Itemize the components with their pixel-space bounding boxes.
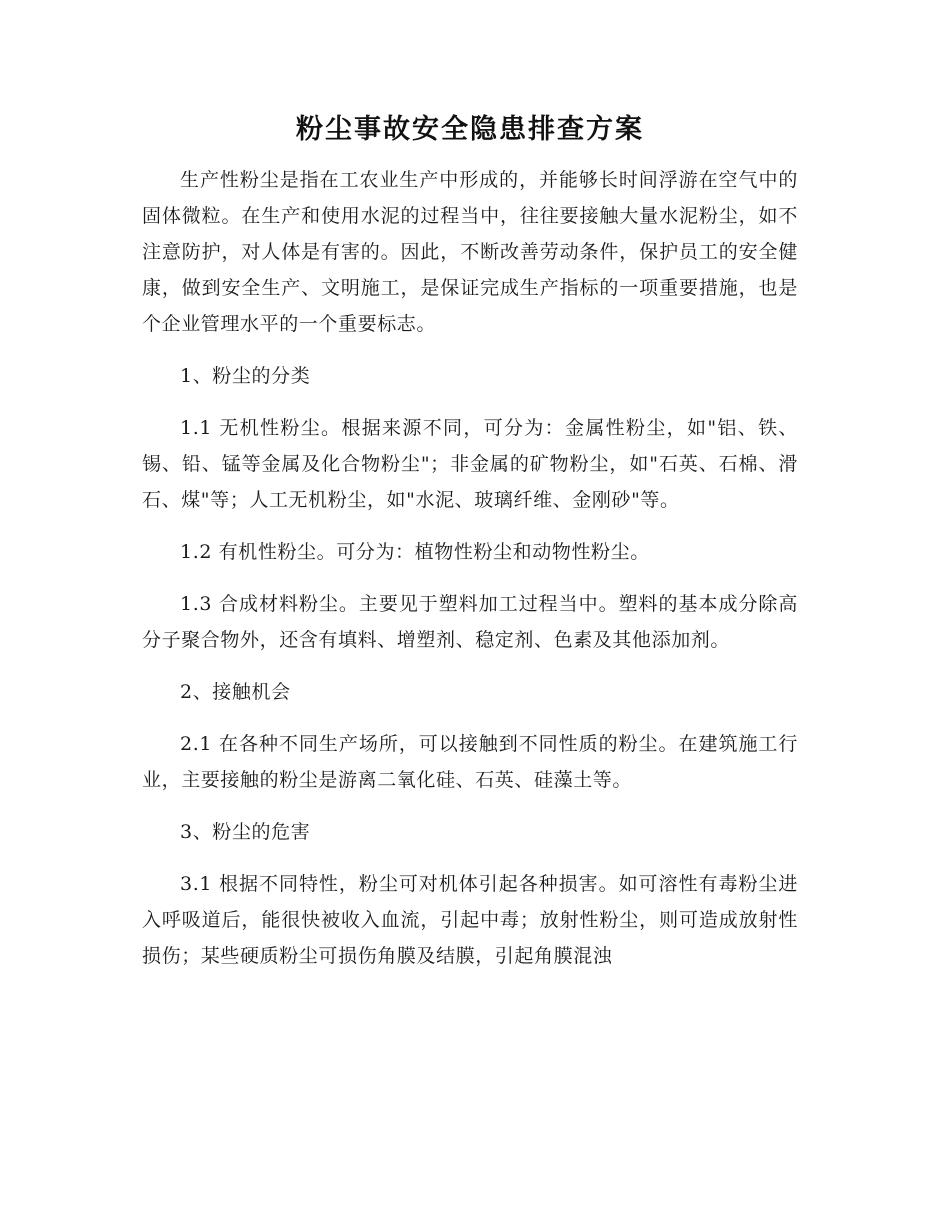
intro-paragraph: 生产性粉尘是指在工农业生产中形成的，并能够长时间浮游在空气中的固体微粒。在生产和使用水泥的过程当中，往往要接触大量水泥粉尘，如不注意防护，对人体是有害的。因此，不断改善劳动条件，保护员工的安全健康，做到安全生产、文明施工，是保证完成生产指标的一项重要措施，也是个企业管理水平的一个重要标志。	[142, 169, 798, 335]
section-heading-hazards: 3、粉尘的危害	[180, 821, 311, 843]
paragraph-1-3: 1.3 合成材料粉尘。主要见于塑料加工过程当中。塑料的基本成分除高分子聚合物外，还含有填料、增塑剂、稳定剂、色素及其他添加剂。	[142, 593, 798, 651]
paragraph-3-1: 3.1 根据不同特性，粉尘可对机体引起各种损害。如可溶性有毒粉尘进入呼吸道后，能很快被收入血流，引起中毒；放射性粉尘，则可造成放射性损伤；某些硬质粉尘可损伤角膜及结膜，引起角膜混浊	[142, 873, 798, 967]
section-heading-exposure: 2、接触机会	[180, 681, 291, 703]
paragraph-1-1: 1.1 无机性粉尘。根据来源不同，可分为：金属性粉尘，如"铝、铁、锡、铅、锰等金属及化合物粉尘"；非金属的矿物粉尘，如"石英、石棉、滑石、煤"等；人工无机粉尘，如"水泥、玻璃纤维、金刚砂"等。	[142, 417, 798, 511]
section-heading-classification: 1、粉尘的分类	[180, 365, 311, 387]
paragraph-1-2: 1.2 有机性粉尘。可分为：植物性粉尘和动物性粉尘。	[180, 541, 650, 563]
document-title: 粉尘事故安全隐患排查方案	[296, 114, 644, 145]
paragraph-2-1: 2.1 在各种不同生产场所，可以接触到不同性质的粉尘。在建筑施工行业，主要接触的粉尘是游离二氧化硅、石英、硅藻土等。	[142, 733, 798, 791]
document-page	[142, 108, 798, 990]
